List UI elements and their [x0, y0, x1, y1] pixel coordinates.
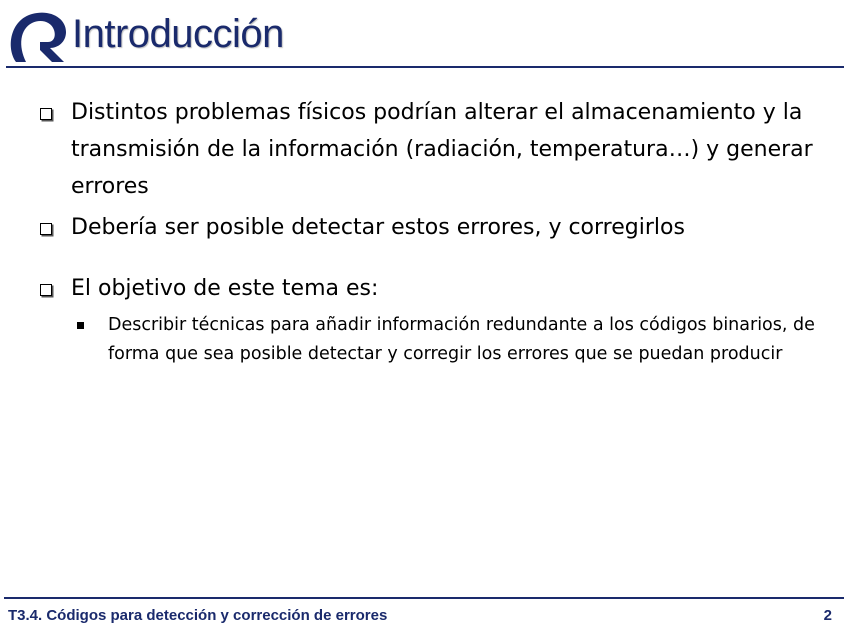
slide-title: Introducción: [72, 12, 284, 56]
footer-course-title: T3.4. Códigos para detección y corrección de errores: [8, 607, 388, 624]
bullet-text: Debería ser posible detectar estos errores, y corregirlos: [71, 215, 685, 240]
hollow-square-bullet-icon: [40, 284, 52, 296]
bullet-text: El objetivo de este tema es:: [71, 276, 379, 301]
curved-q-logo-icon: [6, 8, 68, 64]
hollow-square-bullet-icon: [40, 108, 52, 120]
page-number: 2: [823, 607, 832, 624]
slide-content: [40, 94, 840, 369]
sub-bullet-item: [71, 311, 840, 369]
bullet-item: [40, 94, 840, 205]
bullet-text: Distintos problemas físicos podrían alterar el almacenamiento y la transmisión de la información (radiación, temperatura…) y generar errores: [71, 100, 813, 199]
filled-square-bullet-icon: [77, 322, 84, 329]
hollow-square-bullet-icon: [40, 223, 52, 235]
logo: [6, 8, 68, 64]
bullet-item: [40, 209, 840, 246]
bullet-item: [40, 270, 840, 307]
footer-divider: [4, 597, 844, 599]
title-divider: [6, 66, 844, 68]
sub-bullet-text: Describir técnicas para añadir información redundante a los códigos binarios, de forma que sea posible detectar y corregir los errores que se puedan producir: [108, 315, 815, 364]
